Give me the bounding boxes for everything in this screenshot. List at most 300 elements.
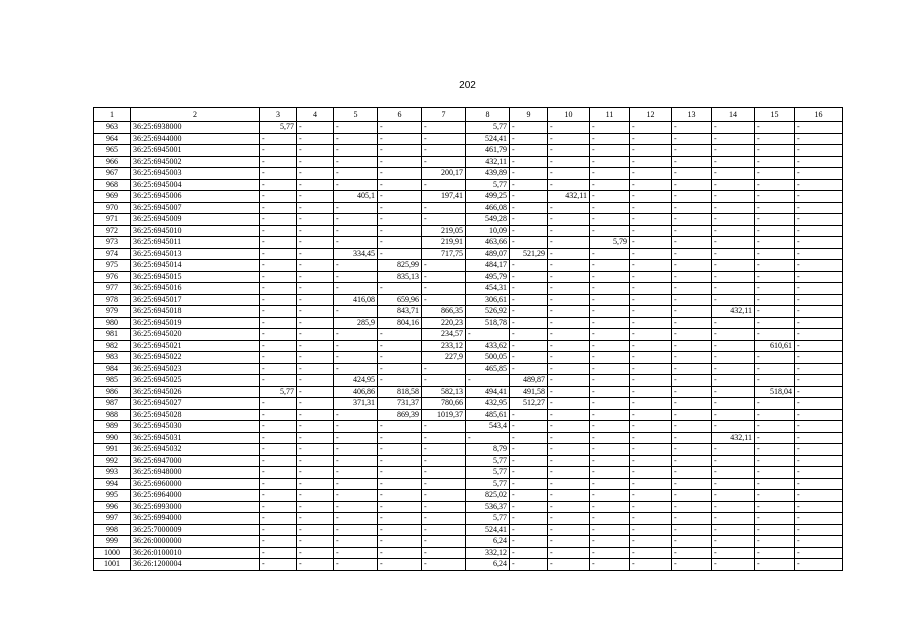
- value-cell: -: [630, 467, 672, 479]
- row-number: 964: [94, 133, 131, 145]
- value-cell: -: [630, 260, 672, 272]
- value-cell: -: [672, 513, 712, 525]
- value-cell: -: [297, 179, 334, 191]
- value-cell: -: [590, 271, 630, 283]
- column-header: 7: [422, 108, 466, 122]
- value-cell: -: [334, 133, 378, 145]
- value-cell: -: [712, 237, 755, 249]
- column-header: 3: [260, 108, 297, 122]
- value-cell: -: [548, 444, 590, 456]
- value-cell: -: [672, 168, 712, 180]
- value-cell: 227,9: [422, 352, 466, 364]
- column-header: 16: [795, 108, 843, 122]
- value-cell: -: [712, 168, 755, 180]
- value-cell: 582,13: [422, 386, 466, 398]
- value-cell: -: [630, 536, 672, 548]
- row-number: 991: [94, 444, 131, 456]
- value-cell: -: [297, 375, 334, 387]
- value-cell: -: [378, 145, 422, 157]
- value-cell: -: [712, 329, 755, 341]
- value-cell: -: [672, 271, 712, 283]
- table-row: [94, 168, 843, 180]
- column-header: 2: [131, 108, 260, 122]
- value-cell: 835,13: [378, 271, 422, 283]
- value-cell: -: [297, 501, 334, 513]
- value-cell: -: [672, 409, 712, 421]
- value-cell: -: [630, 317, 672, 329]
- value-cell: -: [795, 271, 843, 283]
- value-cell: -: [378, 179, 422, 191]
- value-cell: -: [712, 421, 755, 433]
- cadastral-number: 36:26:1200004: [131, 559, 260, 571]
- value-cell: -: [755, 306, 795, 318]
- value-cell: -: [755, 547, 795, 559]
- value-cell: 200,17: [422, 168, 466, 180]
- value-cell: 371,31: [334, 398, 378, 410]
- value-cell: 432,95: [466, 398, 510, 410]
- value-cell: 489,87: [510, 375, 548, 387]
- value-cell: -: [297, 547, 334, 559]
- value-cell: -: [378, 237, 422, 249]
- value-cell: -: [590, 352, 630, 364]
- value-cell: -: [260, 248, 297, 260]
- value-cell: -: [755, 202, 795, 214]
- value-cell: -: [422, 559, 466, 571]
- value-cell: -: [510, 409, 548, 421]
- value-cell: -: [548, 133, 590, 145]
- value-cell: -: [548, 317, 590, 329]
- value-cell: -: [297, 168, 334, 180]
- value-cell: -: [297, 340, 334, 352]
- value-cell: -: [755, 524, 795, 536]
- table-row: [94, 478, 843, 490]
- value-cell: -: [378, 513, 422, 525]
- value-cell: -: [510, 156, 548, 168]
- value-cell: -: [548, 455, 590, 467]
- value-cell: -: [510, 260, 548, 272]
- value-cell: -: [672, 467, 712, 479]
- column-header: 13: [672, 108, 712, 122]
- cadastral-number: 36:25:6945022: [131, 352, 260, 364]
- cadastral-number: 36:25:6993000: [131, 501, 260, 513]
- value-cell: -: [260, 260, 297, 272]
- value-cell: -: [422, 444, 466, 456]
- value-cell: -: [260, 421, 297, 433]
- value-cell: -: [334, 271, 378, 283]
- value-cell: -: [422, 524, 466, 536]
- value-cell: -: [334, 513, 378, 525]
- table-row: [94, 432, 843, 444]
- value-cell: -: [712, 444, 755, 456]
- value-cell: -: [755, 398, 795, 410]
- value-cell: -: [795, 547, 843, 559]
- value-cell: -: [334, 421, 378, 433]
- cadastral-number: 36:25:6945006: [131, 191, 260, 203]
- value-cell: -: [510, 329, 548, 341]
- value-cell: -: [712, 191, 755, 203]
- value-cell: -: [630, 340, 672, 352]
- value-cell: 465,85: [466, 363, 510, 375]
- value-cell: 406,86: [334, 386, 378, 398]
- value-cell: -: [795, 513, 843, 525]
- value-cell: -: [466, 329, 510, 341]
- cadastral-number: 36:26:0000000: [131, 536, 260, 548]
- value-cell: -: [260, 478, 297, 490]
- cadastral-number: 36:25:6994000: [131, 513, 260, 525]
- value-cell: -: [755, 214, 795, 226]
- table-row: [94, 352, 843, 364]
- value-cell: -: [260, 237, 297, 249]
- value-cell: -: [672, 133, 712, 145]
- value-cell: -: [712, 455, 755, 467]
- value-cell: -: [795, 524, 843, 536]
- value-cell: -: [672, 225, 712, 237]
- value-cell: -: [378, 225, 422, 237]
- value-cell: -: [510, 122, 548, 134]
- value-cell: -: [672, 421, 712, 433]
- value-cell: -: [334, 432, 378, 444]
- value-cell: -: [590, 559, 630, 571]
- value-cell: -: [795, 260, 843, 272]
- value-cell: -: [548, 202, 590, 214]
- value-cell: -: [297, 317, 334, 329]
- row-number: 979: [94, 306, 131, 318]
- value-cell: -: [297, 524, 334, 536]
- value-cell: -: [422, 478, 466, 490]
- value-cell: -: [510, 478, 548, 490]
- value-cell: -: [334, 202, 378, 214]
- table-row: [94, 421, 843, 433]
- value-cell: -: [630, 547, 672, 559]
- value-cell: -: [548, 375, 590, 387]
- row-number: 998: [94, 524, 131, 536]
- value-cell: 717,75: [422, 248, 466, 260]
- value-cell: 659,96: [378, 294, 422, 306]
- value-cell: -: [260, 271, 297, 283]
- cadastral-number: 36:25:6945002: [131, 156, 260, 168]
- column-header: 9: [510, 108, 548, 122]
- value-cell: -: [378, 191, 422, 203]
- value-cell: -: [712, 122, 755, 134]
- row-number: 978: [94, 294, 131, 306]
- value-cell: -: [712, 547, 755, 559]
- column-header: 15: [755, 108, 795, 122]
- value-cell: -: [297, 248, 334, 260]
- value-cell: -: [297, 409, 334, 421]
- value-cell: -: [378, 478, 422, 490]
- value-cell: 485,61: [466, 409, 510, 421]
- value-cell: -: [548, 409, 590, 421]
- value-cell: 524,41: [466, 133, 510, 145]
- value-cell: -: [334, 455, 378, 467]
- value-cell: -: [672, 156, 712, 168]
- value-cell: -: [755, 237, 795, 249]
- value-cell: -: [260, 444, 297, 456]
- value-cell: -: [672, 329, 712, 341]
- value-cell: -: [548, 237, 590, 249]
- value-cell: -: [260, 191, 297, 203]
- value-cell: -: [510, 202, 548, 214]
- value-cell: -: [378, 501, 422, 513]
- value-cell: -: [510, 317, 548, 329]
- value-cell: -: [334, 536, 378, 548]
- value-cell: -: [260, 363, 297, 375]
- table-row: [94, 225, 843, 237]
- value-cell: -: [297, 386, 334, 398]
- table-row: [94, 179, 843, 191]
- column-header: 10: [548, 108, 590, 122]
- value-cell: -: [548, 340, 590, 352]
- value-cell: -: [260, 409, 297, 421]
- value-cell: -: [630, 501, 672, 513]
- value-cell: -: [712, 260, 755, 272]
- table-row: [94, 306, 843, 318]
- cadastral-number: 36:25:6945019: [131, 317, 260, 329]
- cadastral-number: 36:25:6945016: [131, 283, 260, 295]
- value-cell: -: [630, 363, 672, 375]
- value-cell: -: [712, 398, 755, 410]
- value-cell: -: [260, 536, 297, 548]
- value-cell: -: [422, 260, 466, 272]
- value-cell: 5,77: [466, 455, 510, 467]
- value-cell: -: [590, 283, 630, 295]
- value-cell: -: [510, 547, 548, 559]
- value-cell: -: [795, 306, 843, 318]
- value-cell: 424,95: [334, 375, 378, 387]
- value-cell: -: [755, 352, 795, 364]
- value-cell: -: [590, 432, 630, 444]
- value-cell: 10,09: [466, 225, 510, 237]
- value-cell: -: [297, 432, 334, 444]
- value-cell: -: [795, 133, 843, 145]
- value-cell: -: [630, 122, 672, 134]
- value-cell: -: [630, 375, 672, 387]
- value-cell: 780,66: [422, 398, 466, 410]
- value-cell: -: [297, 191, 334, 203]
- value-cell: -: [510, 455, 548, 467]
- value-cell: -: [297, 271, 334, 283]
- value-cell: -: [795, 421, 843, 433]
- value-cell: -: [260, 202, 297, 214]
- value-cell: -: [548, 214, 590, 226]
- value-cell: 804,16: [378, 317, 422, 329]
- table-row: [94, 444, 843, 456]
- value-cell: -: [334, 168, 378, 180]
- value-cell: -: [378, 329, 422, 341]
- table-row: [94, 122, 843, 134]
- value-cell: -: [422, 283, 466, 295]
- value-cell: -: [755, 536, 795, 548]
- table-row: [94, 547, 843, 559]
- value-cell: -: [334, 340, 378, 352]
- value-cell: 8,79: [466, 444, 510, 456]
- value-cell: -: [548, 547, 590, 559]
- value-cell: -: [590, 524, 630, 536]
- value-cell: -: [466, 375, 510, 387]
- cadastral-number: 36:25:6945028: [131, 409, 260, 421]
- value-cell: -: [795, 340, 843, 352]
- value-cell: -: [548, 122, 590, 134]
- value-cell: -: [510, 294, 548, 306]
- cadastral-number: 36:25:6945032: [131, 444, 260, 456]
- value-cell: -: [755, 421, 795, 433]
- value-cell: -: [422, 202, 466, 214]
- value-cell: -: [378, 363, 422, 375]
- value-cell: -: [795, 329, 843, 341]
- value-cell: -: [712, 409, 755, 421]
- value-cell: 512,27: [510, 398, 548, 410]
- value-cell: 405,1: [334, 191, 378, 203]
- value-cell: -: [590, 214, 630, 226]
- value-cell: -: [755, 467, 795, 479]
- value-cell: -: [422, 467, 466, 479]
- value-cell: -: [378, 133, 422, 145]
- value-cell: -: [378, 156, 422, 168]
- value-cell: -: [297, 490, 334, 502]
- value-cell: -: [590, 421, 630, 433]
- value-cell: -: [590, 375, 630, 387]
- value-cell: -: [630, 455, 672, 467]
- value-cell: -: [422, 214, 466, 226]
- value-cell: 416,08: [334, 294, 378, 306]
- value-cell: 499,25: [466, 191, 510, 203]
- value-cell: 731,37: [378, 398, 422, 410]
- cadastral-number: 36:25:6945020: [131, 329, 260, 341]
- value-cell: -: [795, 214, 843, 226]
- row-number: 1001: [94, 559, 131, 571]
- value-cell: -: [590, 168, 630, 180]
- cadastral-value-table: [93, 107, 843, 571]
- value-cell: -: [297, 283, 334, 295]
- value-cell: 526,92: [466, 306, 510, 318]
- value-cell: -: [510, 513, 548, 525]
- cadastral-number: 36:25:6945015: [131, 271, 260, 283]
- value-cell: -: [795, 478, 843, 490]
- value-cell: -: [334, 467, 378, 479]
- value-cell: -: [466, 432, 510, 444]
- row-number: 999: [94, 536, 131, 548]
- value-cell: -: [334, 501, 378, 513]
- value-cell: 843,71: [378, 306, 422, 318]
- value-cell: -: [510, 225, 548, 237]
- value-cell: -: [795, 317, 843, 329]
- cadastral-number: 36:25:6945010: [131, 225, 260, 237]
- value-cell: -: [712, 352, 755, 364]
- value-cell: -: [422, 536, 466, 548]
- cadastral-number: 36:25:6945031: [131, 432, 260, 444]
- value-cell: -: [712, 145, 755, 157]
- value-cell: -: [548, 501, 590, 513]
- value-cell: -: [590, 179, 630, 191]
- value-cell: -: [297, 398, 334, 410]
- value-cell: -: [297, 225, 334, 237]
- value-cell: -: [672, 363, 712, 375]
- value-cell: -: [548, 398, 590, 410]
- row-number: 981: [94, 329, 131, 341]
- value-cell: -: [712, 559, 755, 571]
- value-cell: -: [630, 271, 672, 283]
- value-cell: -: [548, 225, 590, 237]
- value-cell: -: [755, 225, 795, 237]
- cadastral-number: 36:25:6945011: [131, 237, 260, 249]
- value-cell: -: [795, 156, 843, 168]
- value-cell: -: [378, 421, 422, 433]
- row-number: 992: [94, 455, 131, 467]
- value-cell: -: [510, 283, 548, 295]
- value-cell: -: [548, 271, 590, 283]
- cadastral-number: 36:25:6945009: [131, 214, 260, 226]
- row-number: 983: [94, 352, 131, 364]
- value-cell: -: [297, 306, 334, 318]
- value-cell: -: [672, 283, 712, 295]
- value-cell: -: [672, 501, 712, 513]
- column-header: 14: [712, 108, 755, 122]
- value-cell: -: [672, 214, 712, 226]
- value-cell: -: [795, 490, 843, 502]
- value-cell: -: [590, 294, 630, 306]
- value-cell: -: [755, 455, 795, 467]
- value-cell: 825,02: [466, 490, 510, 502]
- value-cell: -: [297, 156, 334, 168]
- value-cell: -: [672, 444, 712, 456]
- value-cell: -: [755, 133, 795, 145]
- value-cell: -: [378, 490, 422, 502]
- value-cell: -: [510, 133, 548, 145]
- value-cell: -: [334, 352, 378, 364]
- value-cell: -: [260, 501, 297, 513]
- value-cell: -: [630, 225, 672, 237]
- row-number: 969: [94, 191, 131, 203]
- value-cell: -: [334, 156, 378, 168]
- value-cell: -: [260, 352, 297, 364]
- value-cell: 524,41: [466, 524, 510, 536]
- value-cell: -: [795, 501, 843, 513]
- value-cell: -: [378, 248, 422, 260]
- value-cell: 5,77: [260, 386, 297, 398]
- value-cell: -: [378, 444, 422, 456]
- value-cell: -: [334, 306, 378, 318]
- value-cell: -: [510, 340, 548, 352]
- value-cell: -: [590, 260, 630, 272]
- value-cell: -: [672, 490, 712, 502]
- table-row: [94, 156, 843, 168]
- value-cell: -: [510, 271, 548, 283]
- value-cell: -: [334, 145, 378, 157]
- table-row: [94, 191, 843, 203]
- value-cell: -: [378, 547, 422, 559]
- value-cell: 234,57: [422, 329, 466, 341]
- value-cell: -: [510, 444, 548, 456]
- value-cell: -: [548, 294, 590, 306]
- value-cell: -: [510, 237, 548, 249]
- value-cell: -: [590, 444, 630, 456]
- value-cell: -: [590, 329, 630, 341]
- value-cell: -: [630, 513, 672, 525]
- value-cell: -: [630, 156, 672, 168]
- value-cell: -: [755, 168, 795, 180]
- value-cell: -: [378, 283, 422, 295]
- value-cell: -: [422, 490, 466, 502]
- value-cell: -: [712, 536, 755, 548]
- value-cell: 610,61: [755, 340, 795, 352]
- value-cell: -: [334, 547, 378, 559]
- value-cell: -: [260, 513, 297, 525]
- value-cell: -: [590, 202, 630, 214]
- row-number: 989: [94, 421, 131, 433]
- value-cell: -: [590, 340, 630, 352]
- value-cell: -: [590, 478, 630, 490]
- row-number: 972: [94, 225, 131, 237]
